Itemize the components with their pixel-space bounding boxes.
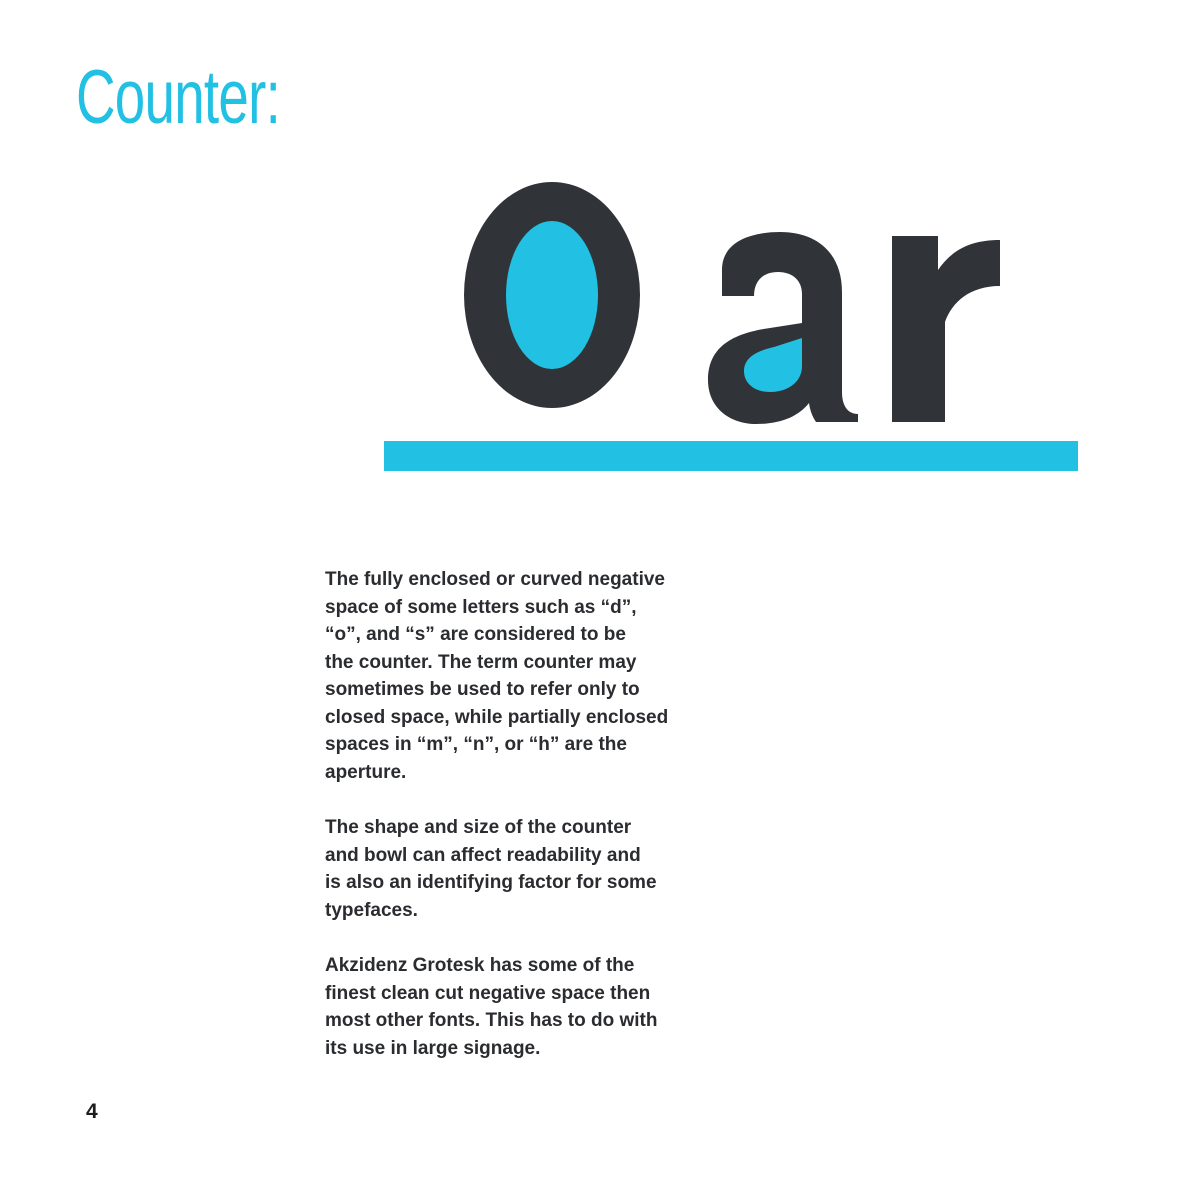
page-number: 4 [86,1100,98,1123]
oar-glyphs [440,170,1020,430]
paragraph-akzidenz: Akzidenz Grotesk has some of the finest clean cut negative space then most other fonts. This has to do with its use in large signage. [325,955,658,1059]
oar-word-illustration [440,170,1020,430]
letter-a-body [708,232,858,424]
paragraph-readability: The shape and size of the counter and bowl can affect readability and is also an identifying factor for some typefaces. [325,817,657,921]
letter-o-counter [506,221,598,369]
letter-r [892,236,1000,422]
underline-bar [384,441,1078,471]
letter-o [464,182,640,408]
paragraph-definition: The fully enclosed or curved negative space of some letters such as “d”, “o”, and “s” are considered to be the counter. The term counter may sometimes be used to refer only to closed space, while partially enclosed spaces in “m”, “n”, or “h” are the aperture. [325,569,669,783]
page-title: Counter: [76,55,281,140]
letter-r-body [892,236,1000,422]
letter-a [708,232,858,424]
body-text [325,566,725,1090]
